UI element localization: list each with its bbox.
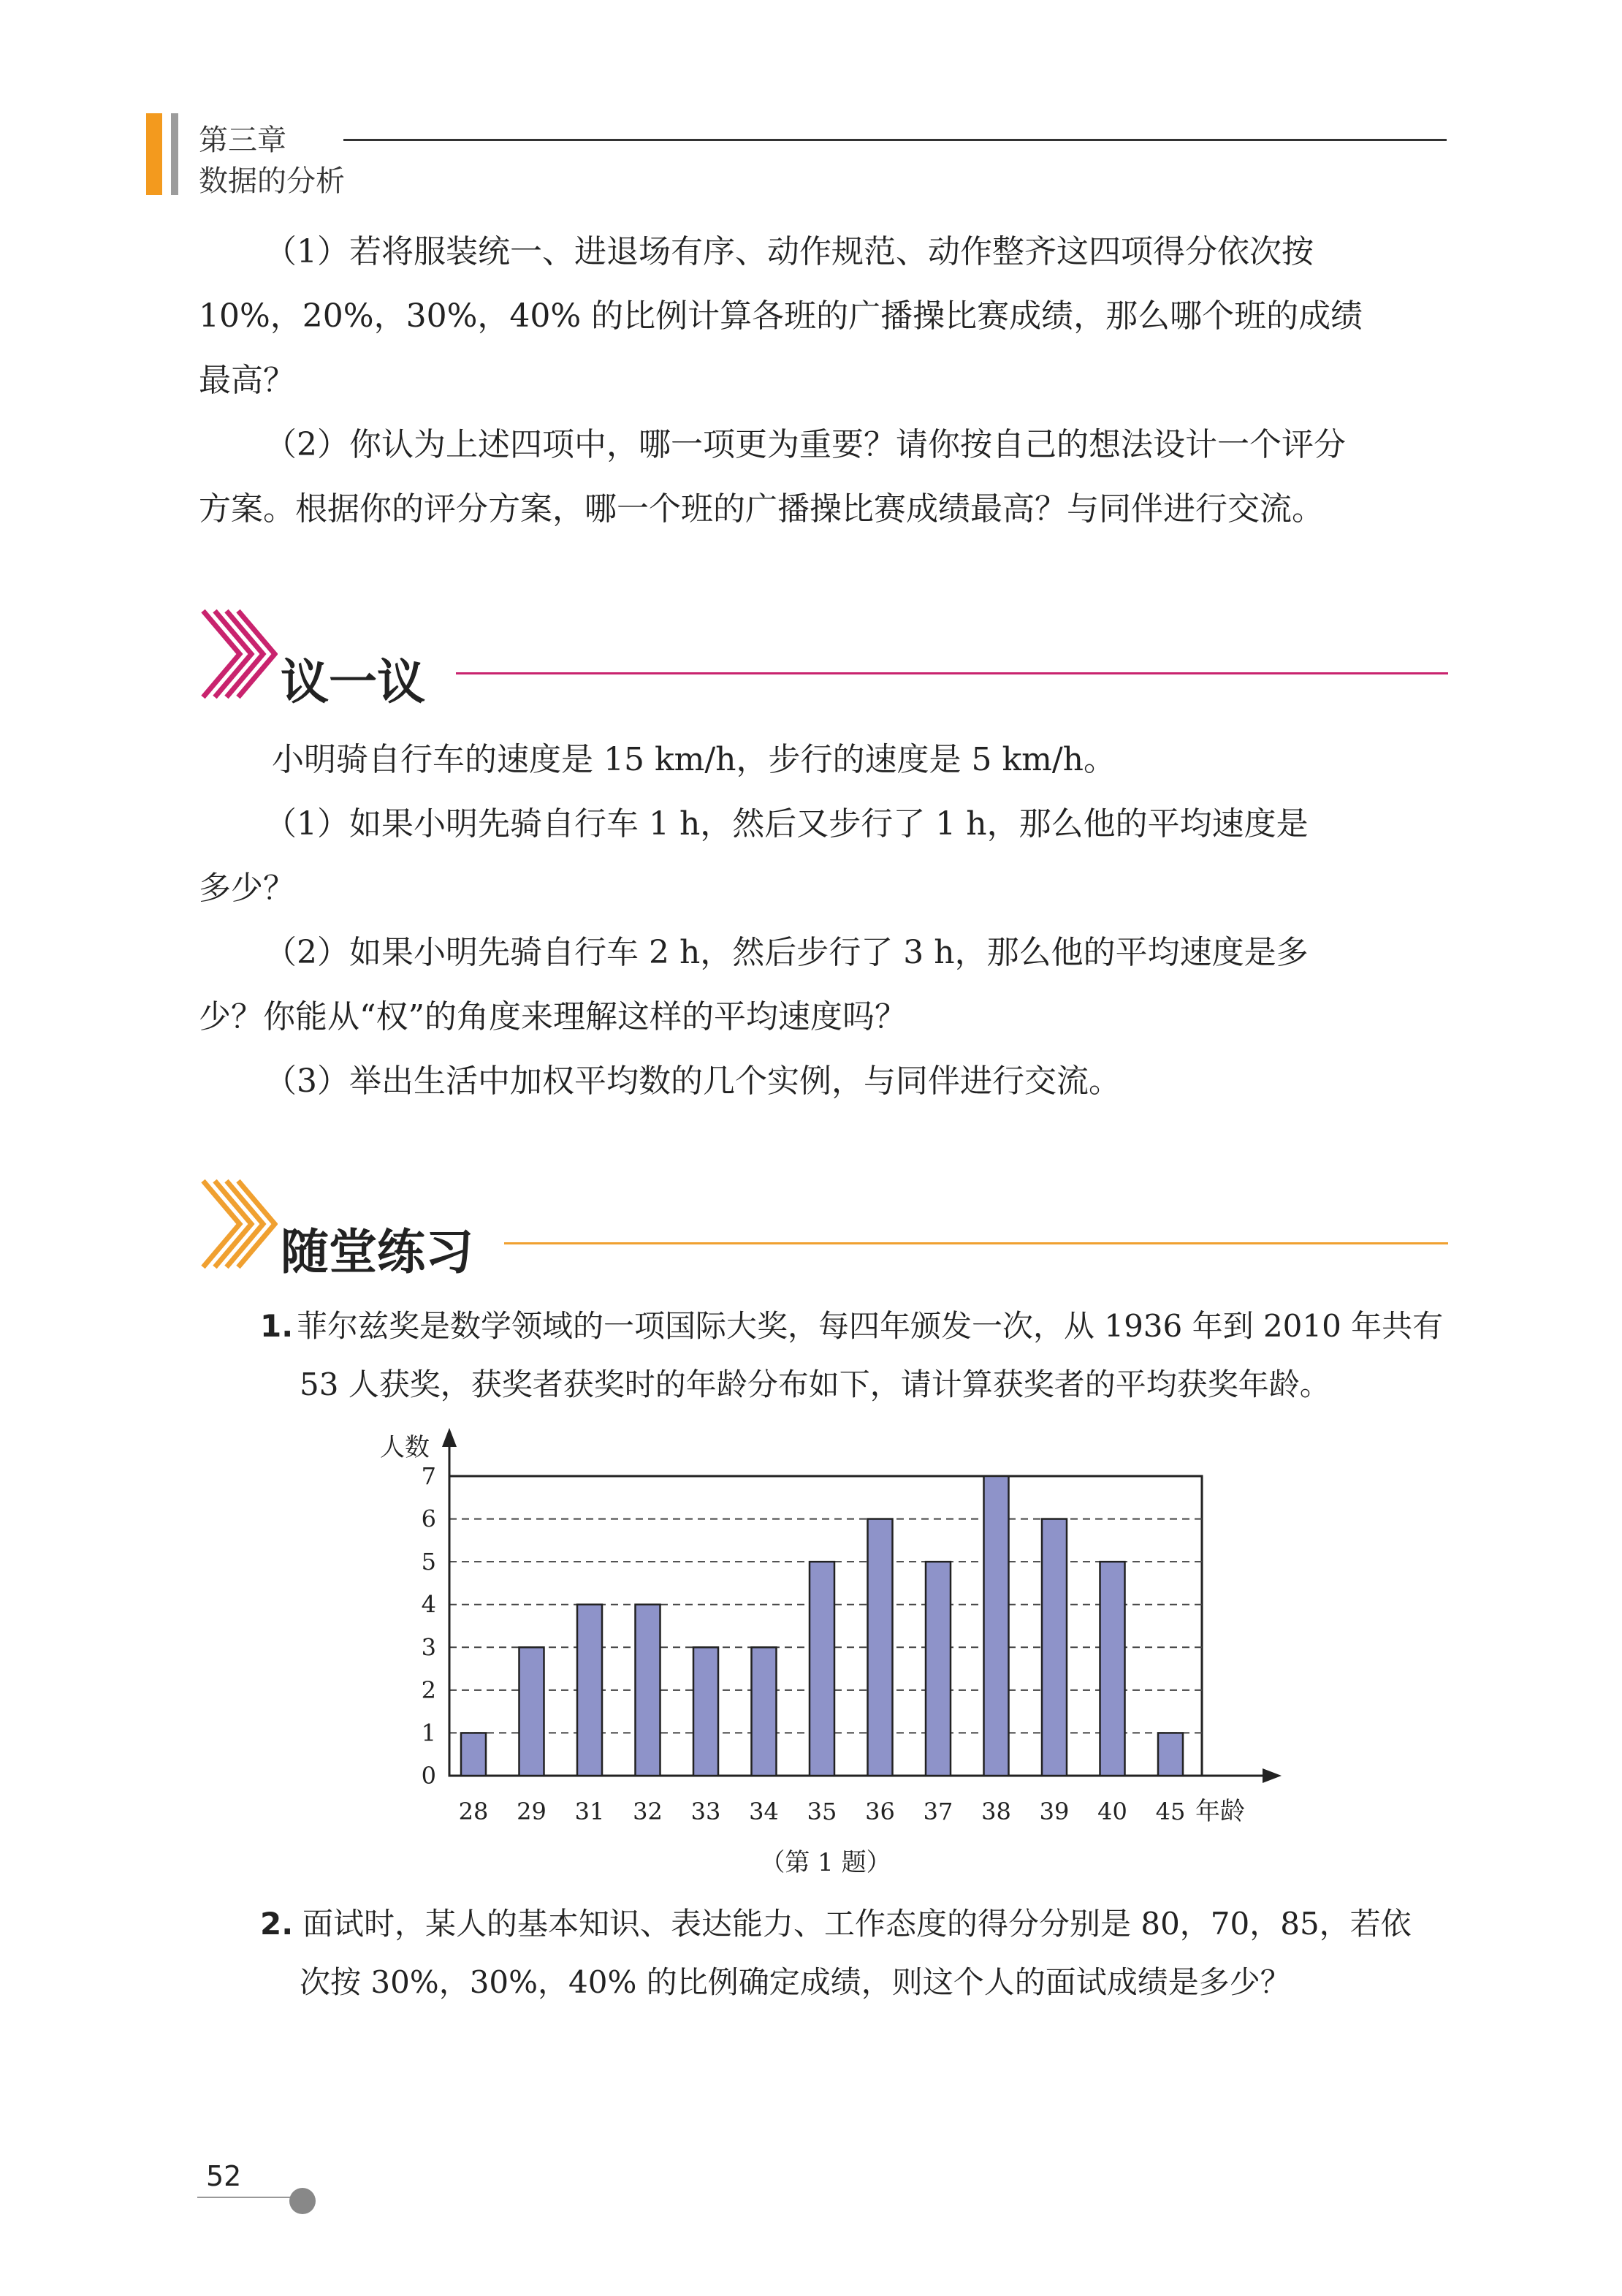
discuss-line0: 小明骑自行车的速度是 15 km/h，步行的速度是 5 km/h。 (272, 741, 1116, 778)
page-number: 52 (206, 2160, 242, 2192)
y-tick-label: 6 (421, 1505, 436, 1533)
y-tick-label: 3 (421, 1633, 436, 1662)
header-rule (343, 139, 1447, 141)
y-tick-label: 5 (421, 1548, 436, 1576)
y-axis-arrow (442, 1428, 457, 1447)
discuss-title: 议一议 (281, 653, 425, 710)
bar (810, 1562, 834, 1776)
chapter-accent-bar (146, 113, 162, 195)
intro-q1-line2: 10%，20%，30%，40% 的比例计算各班的广播操比赛成绩，那么哪个班的成绩 (199, 297, 1363, 335)
footer-rule (197, 2197, 300, 2198)
exercise-2-number: 2. (260, 1906, 294, 1942)
bar (577, 1605, 602, 1776)
practice-chevron-icon (197, 1176, 278, 1271)
exercise-1-number: 1. (260, 1308, 294, 1344)
discuss-q1-line1: （1）如果小明先骑自行车 1 h，然后又步行了 1 h，那么他的平均速度是 (264, 805, 1309, 843)
y-tick-label: 2 (421, 1676, 436, 1704)
bar (693, 1647, 718, 1776)
bar (636, 1605, 660, 1776)
y-axis-title: 人数 (380, 1433, 430, 1462)
x-tick-label: 34 (749, 1798, 779, 1825)
practice-title: 随堂练习 (281, 1223, 473, 1280)
x-tick-label: 37 (923, 1798, 953, 1825)
footer-dot (289, 2188, 316, 2214)
chapter-grey-bar (171, 113, 178, 195)
x-tick-label: 39 (1039, 1798, 1070, 1825)
x-tick-label: 45 (1155, 1798, 1186, 1825)
exercise-2-line2: 次按 30%，30%，40% 的比例确定成绩，则这个人的面试成绩是多少？ (300, 1964, 1291, 2000)
intro-q1-line3: 最高？ (199, 362, 295, 399)
intro-q2-line1: （2）你认为上述四项中，哪一项更为重要？请你按自己的想法设计一个评分 (264, 426, 1346, 463)
chapter-label: 第三章 (199, 123, 286, 157)
y-tick-label: 1 (421, 1719, 436, 1747)
chart-caption: （第 1 题） (760, 1848, 891, 1877)
x-axis-title: 年龄 (1195, 1797, 1245, 1826)
chapter-title: 数据的分析 (199, 164, 345, 198)
x-tick-label: 35 (807, 1798, 837, 1825)
discuss-q2-line2: 少？你能从“权”的角度来理解这样的平均速度吗？ (199, 998, 907, 1035)
bar (752, 1647, 777, 1776)
discuss-q1-line2: 多少？ (199, 870, 295, 907)
bar (1158, 1733, 1183, 1776)
practice-rule (504, 1242, 1448, 1244)
x-tick-label: 31 (574, 1798, 605, 1825)
exercise-2-line1: 面试时，某人的基本知识、表达能力、工作态度的得分分别是 80，70，85，若依 (302, 1906, 1412, 1942)
y-tick-label: 7 (421, 1462, 436, 1490)
y-tick-label: 4 (421, 1590, 436, 1619)
bar (1042, 1519, 1067, 1776)
bar (926, 1562, 951, 1776)
x-tick-label: 28 (458, 1798, 489, 1825)
discuss-q2-line1: （2）如果小明先骑自行车 2 h，然后步行了 3 h，那么他的平均速度是多 (264, 934, 1309, 971)
x-tick-label: 40 (1097, 1798, 1127, 1825)
x-axis-arrow (1263, 1768, 1282, 1783)
x-tick-label: 32 (633, 1798, 663, 1825)
y-tick-label: 0 (421, 1762, 436, 1790)
bar (461, 1733, 486, 1776)
intro-q2-line2: 方案。根据你的评分方案，哪一个班的广播操比赛成绩最高？与同伴进行交流。 (199, 490, 1324, 528)
discuss-chevron-icon (197, 607, 278, 702)
exercise-1-line2: 53 人获奖，获奖者获奖时的年龄分布如下，请计算获奖者的平均获奖年龄。 (300, 1366, 1330, 1402)
bar (984, 1476, 1009, 1776)
bar (1100, 1562, 1125, 1776)
x-tick-label: 29 (517, 1798, 547, 1825)
exercise-1-line1: 菲尔兹奖是数学领域的一项国际大奖，每四年颁发一次，从 1936 年到 2010 年共有 (297, 1308, 1444, 1344)
x-tick-label: 36 (865, 1798, 895, 1825)
bar (868, 1519, 893, 1776)
x-tick-label: 38 (981, 1798, 1011, 1825)
discuss-rule (456, 672, 1448, 674)
bar (519, 1647, 544, 1776)
intro-q1-line1: （1）若将服装统一、进退场有序、动作规范、动作整齐这四项得分依次按 (264, 233, 1314, 270)
x-tick-label: 33 (690, 1798, 721, 1825)
age-distribution-chart (351, 1418, 1301, 1885)
discuss-q3-line1: （3）举出生活中加权平均数的几个实例，与同伴进行交流。 (264, 1063, 1121, 1100)
